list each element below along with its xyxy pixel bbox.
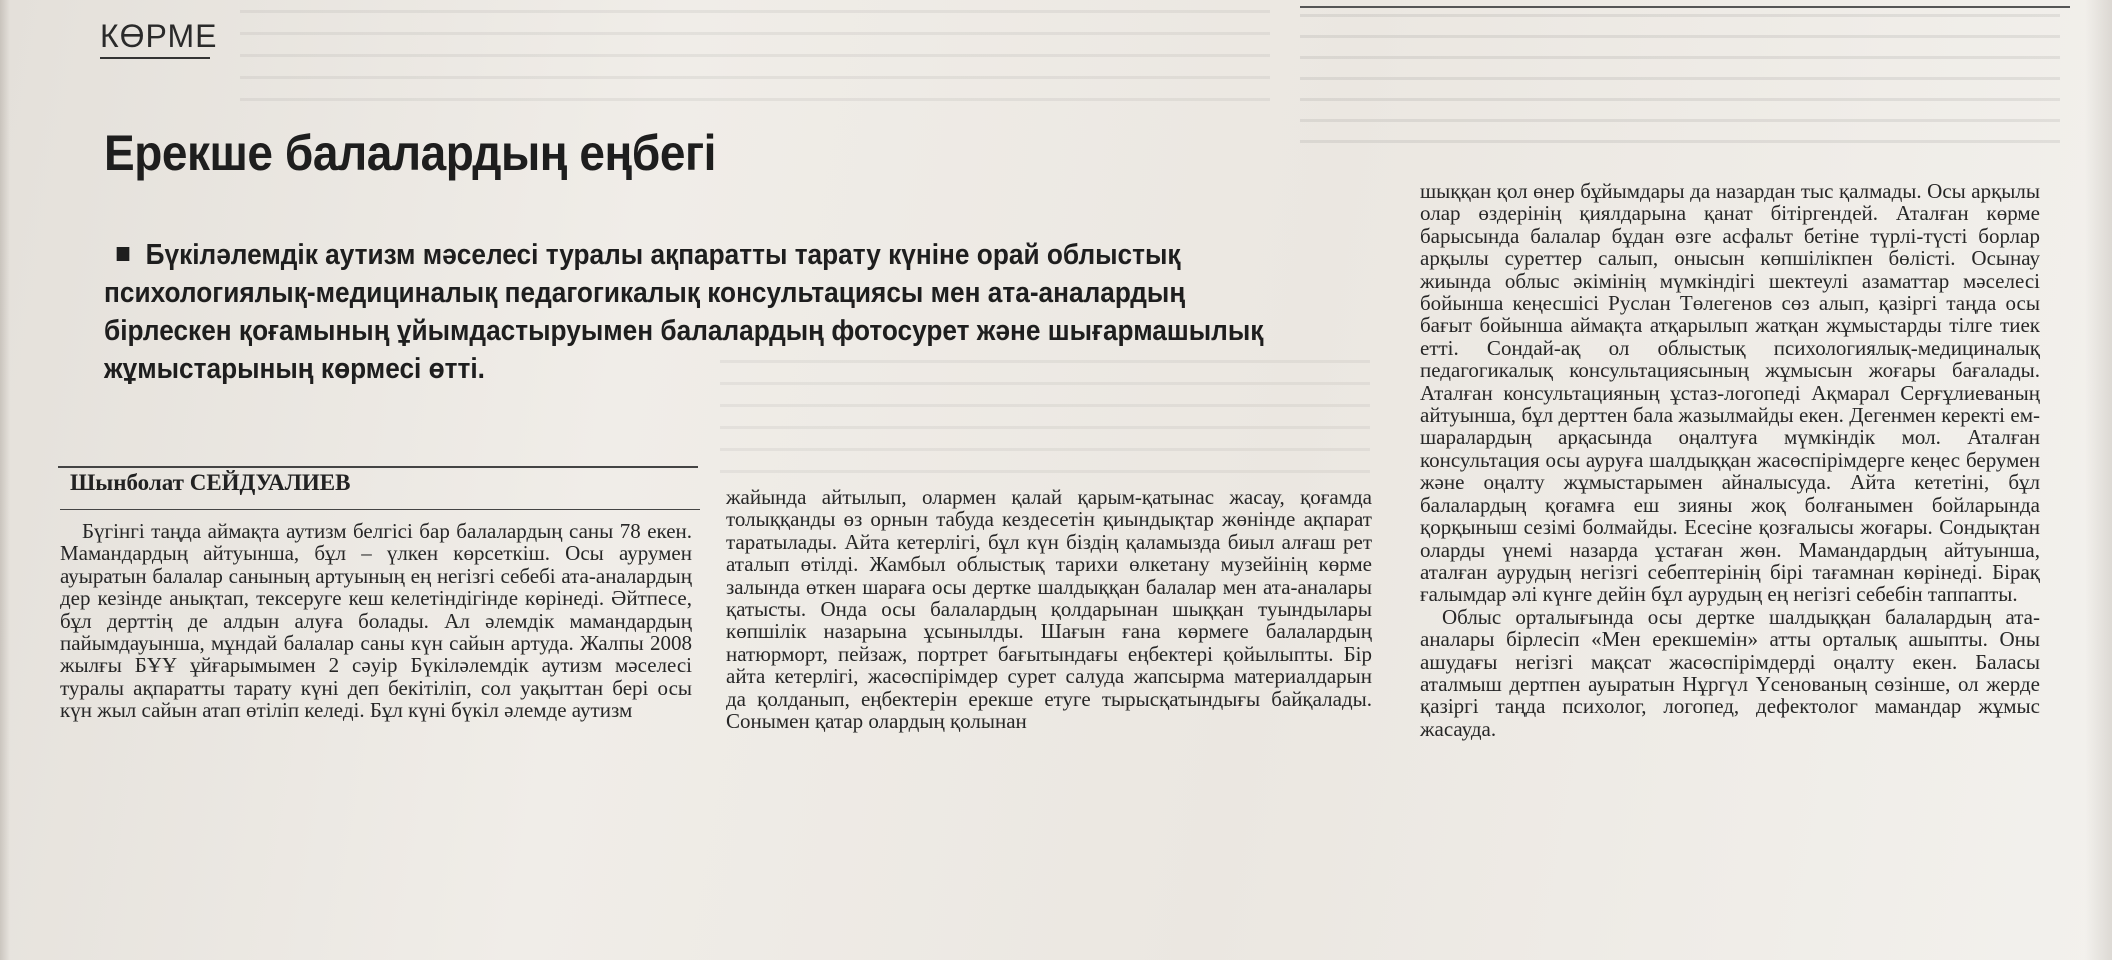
article-column-3 [1420, 180, 2040, 740]
byline-top-rule [58, 466, 698, 468]
lead-text: Бүкіләлемдік аутизм мәселесі туралы ақпаратты тарату күніне орай облыстық психологиялық-медициналық педагогикалық консультациясы мен ата-аналардың бірлескен қоғамының ұйымдастыруымен балалардың фотосурет және шығармашылық жұмыстарының көрмесі өтті. [104, 239, 1264, 385]
bleed-through-top-right [1300, 14, 2060, 154]
column-3-paragraph-1: шыққан қол өнер бұйымдары да назардан тыс қалмады. Осы арқылы олар өздерінің қиялдарына қанат бітіргендей. Аталған көрме барысында балалар бұдан өзге асфальт бетіне түрлі-түсті борлар арқылы суреттер салып, онысын көпшілікпен бөлісті. Осынау жиында облыс әкімінің мүмкіндігі шектеулі азаматтар мәселесі бойынша кеңесшісі Руслан Төлегенов сөз алып, қазіргі таңда осы бағыт бойынша аймақта атқарылып жатқан жұмыстарды тілге тиек етті. Сондай-ақ ол облыстық психологиялық-медициналық педагогикалық консультациясының жұмысын жоғары бағалады. Аталған консультацияның ұстаз-логопеді Ақмарал Серғұлиеваның айтуынша, бұл дерттен бала жазылмайды екен. Дегенмен керекті ем-шаралардың арқасында оңалтуға мүмкіндік мол. Аталған консультация осы ауруға шалдыққан жасөспірімдерге кеңес берумен және оңалту жұмыстарымен айналысуда. Айта кететіні, бұл балалардың қоғамға еш зияны жоқ болғанымен бойларында қорқыныш сезімі болмайды. Есесіне қозғалысы жоғары. Сондықтан оларды үнемі назарда ұстаған жөн. Мамандардың айтуынша, аталған аурудың негізгі себептерінің бірі тағамнан көрінеді. Бірақ ғалымдар әлі күнге дейін бұл аурудың ең негізгі себебін таппапты. [1420, 179, 2040, 607]
page-fold-shadow [2085, 0, 2112, 960]
bleed-through-upper-left [240, 10, 1270, 120]
column-3-paragraph-2: Облыс орталығында осы дертке шалдыққан балалардың ата-аналары бірлесіп «Мен ерекшемін» атты орталық ашыпты. Оны ашудағы негізгі мақсат жасөспірімдерді оңалту екен. Баласы аталмыш дертпен ауыратын Нұргүл Үсенованың сөзінше, ол жерде қазіргі таңда психолог, логопед, дефектолог мамандар жұмыс жасауда. [1420, 604, 2040, 741]
headline: Ерекше балалардың еңбегі [104, 125, 716, 181]
article-column-2 [726, 486, 1372, 732]
top-rule [1300, 6, 2070, 8]
page-edge-shadow [0, 0, 10, 960]
byline-bottom-rule [60, 509, 700, 510]
square-bullet-icon [117, 247, 130, 261]
byline: Шынболат СЕЙДУАЛИЕВ [70, 470, 351, 495]
column-2-paragraph: жайында айтылып, олармен қалай қарым-қатынас жасау, қоғамда толыққанды өз орнын табуда кездесетін қиындықтар жөнінде ақпарат таратылады. Айта кетерлігі, бұл күн біздің қаламызда биыл алғаш рет аталып өтілді. Жамбыл облыстық тарихи өлкетану музейінің көрме залында өткен шараға осы дертке шалдыққан балалар мен ата-аналары қатысты. Онда осы балалардың қолдарынан шыққан туындылары көпшілік назарына ұсынылды. Шағын ғана көрмеге балалардың натюрморт, пейзаж, портрет бағытындағы еңбектері қойылыпты. Бір айта кетерлігі, жасөспірімдер сурет салуда жапсырма материалдарын да қолданып, еңбектерін ерекше етуге тырысқатындығы байқалады. Сонымен қатар олардың қолынан [726, 485, 1372, 734]
section-rubric: КӨРМЕ [100, 18, 210, 59]
article-column-1 [60, 520, 692, 722]
lead-paragraph [104, 236, 1281, 388]
column-1-paragraph: Бүгінгі таңда аймақта аутизм белгісі бар балалардың саны 78 екен. Мамандардың айтуынша, бұл – үлкен көрсеткіш. Осы аурумен ауыратын балалар санының артуының ең негізгі себебі ата-аналардың дер кезінде анықтап, тексеруге кеш келетіндігінде көрінеді. Әйтпесе, бұл дерттің де алдын алуға болады. Ал әлемдік мамандардың пайымдауынша, мұндай балалар саны күн сайын артуда. Жалпы 2008 жылғы БҰҰ ұйғарымымен 2 сәуір Бүкіләлемдік аутизм мәселесі туралы ақпаратты тарату күні деп бекітіліп, сол уақыттан бері осы күн жыл сайын атап өтіліп келеді. Бұл күні бүкіл әлемде аутизм [60, 519, 692, 723]
